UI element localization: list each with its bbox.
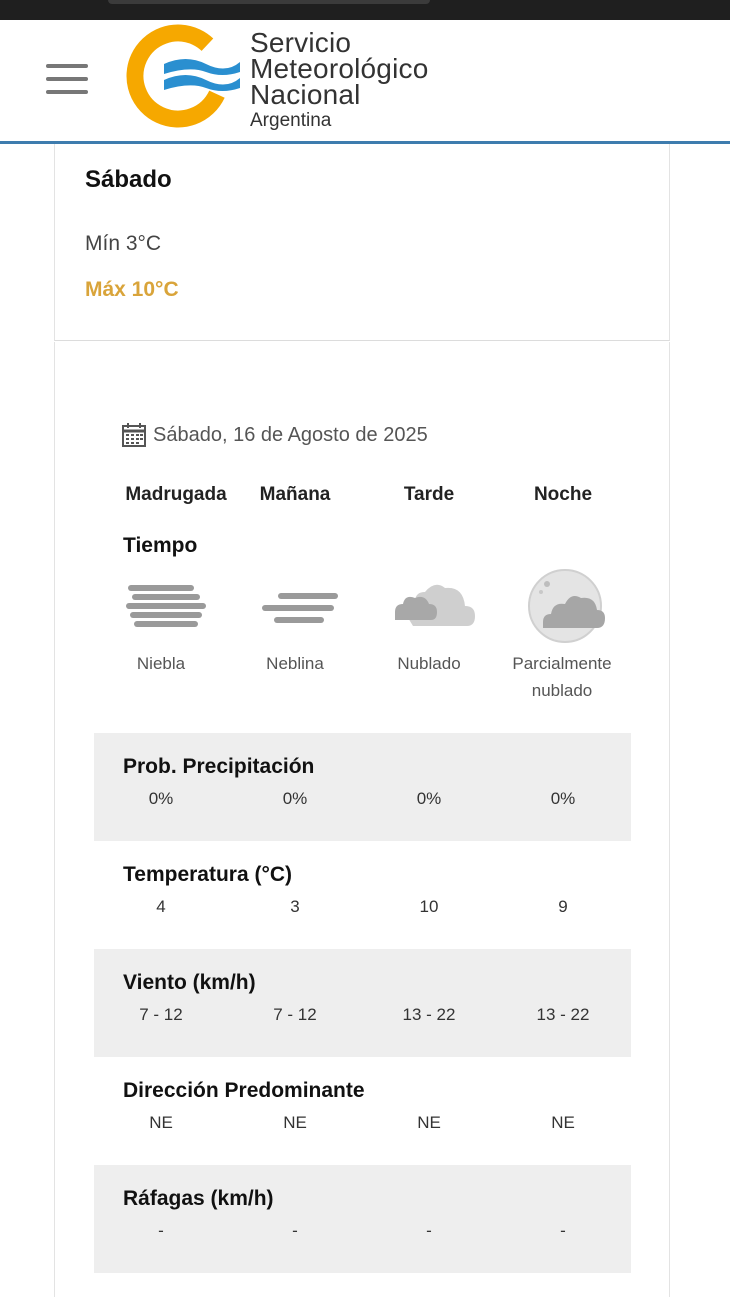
row-value: - xyxy=(292,1221,298,1240)
logo-line-2: Meteorológico xyxy=(250,53,429,84)
row-value: 0% xyxy=(148,789,174,808)
wind-direction-row xyxy=(94,1057,631,1165)
status-bar xyxy=(0,0,730,20)
row-value: - xyxy=(426,1221,432,1240)
logo-line-3: Nacional xyxy=(250,79,361,110)
forecast-date-text: Sábado, 16 de Agosto de 2025 xyxy=(153,423,428,446)
row-value: NE xyxy=(149,1113,173,1132)
logo-wordmark xyxy=(250,27,429,132)
row-value: 13 - 22 xyxy=(402,1005,456,1024)
fog-icon xyxy=(117,568,207,648)
row-label: Ráfagas (km/h) xyxy=(123,1187,274,1210)
row-value: NE xyxy=(417,1113,441,1132)
precipitation-row xyxy=(94,733,631,841)
row-value: 7 - 12 xyxy=(273,1005,317,1024)
row-value: 0% xyxy=(416,789,442,808)
day-title: Sábado xyxy=(85,166,172,193)
temperature-row xyxy=(94,841,631,949)
wind-row xyxy=(94,949,631,1057)
max-temperature: Máx 10°C xyxy=(85,278,179,301)
row-label: Prob. Precipitación xyxy=(123,755,315,778)
partly-cloudy-night-icon xyxy=(521,568,611,648)
row-label: Viento (km/h) xyxy=(123,971,256,994)
row-label: Dirección Predominante xyxy=(123,1079,365,1102)
period-noche: Noche xyxy=(533,484,593,505)
min-temperature: Mín 3°C xyxy=(85,232,162,255)
row-value: 7 - 12 xyxy=(139,1005,183,1024)
site-header xyxy=(0,20,730,144)
condition-manana: Neblina xyxy=(266,654,324,673)
day-summary-card[interactable] xyxy=(54,144,670,341)
period-manana: Mañana xyxy=(259,484,331,505)
weather-section-label: Tiempo xyxy=(123,534,198,557)
condition-tarde: Nublado xyxy=(397,654,461,673)
condition-noche: Parcialmente nublado xyxy=(512,654,612,700)
logo-line-1: Servicio xyxy=(250,27,352,58)
status-notch xyxy=(108,0,430,4)
condition-madrugada: Niebla xyxy=(136,654,186,673)
row-value: 10 xyxy=(419,897,439,916)
cloudy-icon xyxy=(385,568,475,648)
smn-logo[interactable] xyxy=(126,24,486,131)
day-detail-card xyxy=(54,342,670,1297)
row-value: NE xyxy=(551,1113,575,1132)
row-value: 13 - 22 xyxy=(536,1005,590,1024)
row-value: 3 xyxy=(290,897,300,916)
mist-icon xyxy=(251,568,341,648)
row-value: 0% xyxy=(282,789,308,808)
period-madrugada: Madrugada xyxy=(125,484,227,505)
row-value: - xyxy=(560,1221,566,1240)
row-value: 4 xyxy=(156,897,166,916)
smn-emblem-icon xyxy=(126,24,246,128)
row-value: 0% xyxy=(550,789,576,808)
period-tarde: Tarde xyxy=(403,484,455,505)
gusts-row xyxy=(94,1165,631,1273)
row-value: NE xyxy=(283,1113,307,1132)
forecast-date xyxy=(121,422,428,448)
row-value: - xyxy=(158,1221,164,1240)
hamburger-menu-icon[interactable] xyxy=(46,64,90,96)
row-value: 9 xyxy=(558,897,568,916)
logo-subtitle: Argentina xyxy=(250,110,332,131)
row-label: Temperatura (°C) xyxy=(123,863,293,886)
calendar-icon xyxy=(121,422,147,448)
